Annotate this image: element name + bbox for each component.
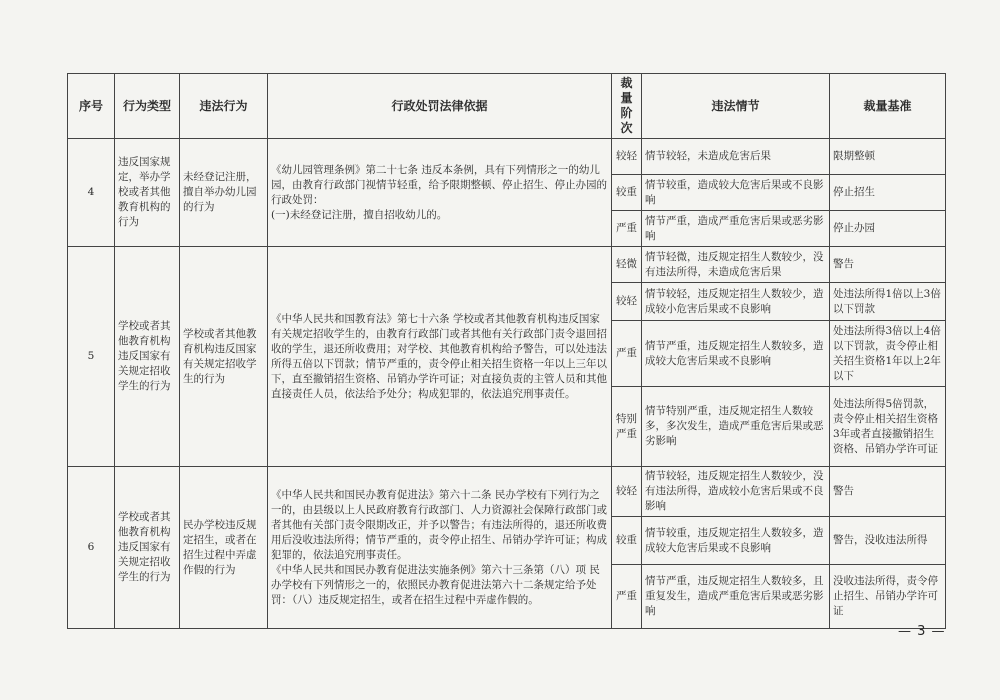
row-standard: 停止办园 — [830, 211, 946, 247]
row-seq: 5 — [68, 247, 115, 467]
table-row — [68, 467, 946, 517]
row-level: 较轻 — [612, 139, 642, 175]
row-standard: 没收违法所得，责令停止招生、吊销办学许可证 — [830, 565, 946, 629]
row-level: 严重 — [612, 565, 642, 629]
header-basis: 行政处罚法律依据 — [268, 74, 612, 139]
row-circumstance: 情节较轻，未造成危害后果 — [642, 139, 830, 175]
header-circumstance: 违法情节 — [642, 74, 830, 139]
row-type: 学校或者其他教育机构违反国家有关规定招收学生的行为 — [115, 247, 180, 467]
row-circumstance: 情节严重，造成严重危害后果或恶劣影响 — [642, 211, 830, 247]
header-type: 行为类型 — [115, 74, 180, 139]
row-level: 严重 — [612, 211, 642, 247]
row-level: 轻微 — [612, 247, 642, 283]
header-standard: 裁量基准 — [830, 74, 946, 139]
row-circumstance: 情节较轻，违反规定招生人数较少，没有违法所得，造成较小危害后果或不良影响 — [642, 467, 830, 517]
row-seq: 4 — [68, 139, 115, 247]
table-row — [68, 139, 946, 175]
row-act: 未经登记注册，擅自举办幼儿园的行为 — [180, 139, 268, 247]
row-circumstance: 情节特别严重，违反规定招生人数较多，多次发生，造成严重危害后果或恶劣影响 — [642, 387, 830, 467]
row-level: 严重 — [612, 321, 642, 387]
row-basis: 《幼儿园管理条例》第二十七条 违反本条例，具有下列情形之一的幼儿园，由教育行政部门视情节轻重，给予限期整顿、停止招生、停止办园的行政处罚： (一)未经登记注册，擅自招收幼儿的。 — [268, 139, 612, 247]
row-circumstance: 情节较重，造成较大危害后果或不良影响 — [642, 175, 830, 211]
row-circumstance: 情节严重，违反规定招生人数较多，造成较大危害后果或不良影响 — [642, 321, 830, 387]
row-standard: 处违法所得5倍罚款，责令停止相关招生资格3年或者直接撤销招生资格、吊销办学许可证 — [830, 387, 946, 467]
row-basis: 《中华人民共和国民办教育促进法》第六十二条 民办学校有下列行为之一的，由县级以上人民政府教育行政部门、人力资源社会保障行政部门或者其他有关部门责令限期改正，并予以警告；有违法所得的，退还所收费用后没收违法所得；情节严重的，责令停止招生、吊销办学许可证；构成犯罪的，依法追究刑事责任。 《中华人民共和国民办教育促进法实施条例》第六十三条第（八）项 民办学校有下列情形之一的，依照民办教育促进法第六十二条规定给予处罚：（八）违反规定招生，或者在招生过程中弄虚作假的。 — [268, 467, 612, 629]
row-level: 较轻 — [612, 467, 642, 517]
row-basis: 《中华人民共和国教育法》第七十六条 学校或者其他教育机构违反国家有关规定招收学生的，由教育行政部门或者其他有关行政部门责令退回招收的学生，退还所收费用；对学校、其他教育机构给予警告，可以处违法所得五倍以下罚款；情节严重的，责令停止相关招生资格一年以上三年以下，直至撤销招生资格、吊销办学许可证；对直接负责的主管人员和其他直接责任人员，依法给予处分；构成犯罪的，依法追究刑事责任。 — [268, 247, 612, 467]
row-circumstance: 情节较重，违反规定招生人数较多，造成较大危害后果或不良影响 — [642, 517, 830, 565]
row-standard: 警告，没收违法所得 — [830, 517, 946, 565]
page-number: — 3 — — [898, 624, 946, 639]
row-circumstance: 情节轻微，违反规定招生人数较少，没有违法所得，未造成危害后果 — [642, 247, 830, 283]
row-circumstance: 情节较轻，违反规定招生人数较少，造成较小危害后果或不良影响 — [642, 283, 830, 321]
row-type: 学校或者其他教育机构违反国家有关规定招收学生的行为 — [115, 467, 180, 629]
row-level: 较重 — [612, 517, 642, 565]
row-act: 学校或者其他教育机构违反国家有关规定招收学生的行为 — [180, 247, 268, 467]
row-standard: 停止招生 — [830, 175, 946, 211]
row-standard: 处违法所得3倍以上4倍以下罚款，责令停止相关招生资格1年以上2年以下 — [830, 321, 946, 387]
header-row — [68, 74, 946, 139]
row-type: 违反国家规定，举办学校或者其他教育机构的行为 — [115, 139, 180, 247]
row-standard: 处违法所得1倍以上3倍以下罚款 — [830, 283, 946, 321]
row-standard: 警告 — [830, 467, 946, 517]
header-seq: 序号 — [68, 74, 115, 139]
row-level: 特别严重 — [612, 387, 642, 467]
row-seq: 6 — [68, 467, 115, 629]
header-act: 违法行为 — [180, 74, 268, 139]
penalty-table — [67, 73, 946, 629]
table-row — [68, 247, 946, 283]
row-level: 较重 — [612, 175, 642, 211]
row-standard: 警告 — [830, 247, 946, 283]
row-circumstance: 情节严重，违反规定招生人数较多，且重复发生，造成严重危害后果或恶劣影响 — [642, 565, 830, 629]
row-standard: 限期整顿 — [830, 139, 946, 175]
row-act: 民办学校违反规定招生，或者在招生过程中弄虚作假的行为 — [180, 467, 268, 629]
row-level: 较轻 — [612, 283, 642, 321]
header-level: 裁量阶次 — [612, 74, 642, 139]
